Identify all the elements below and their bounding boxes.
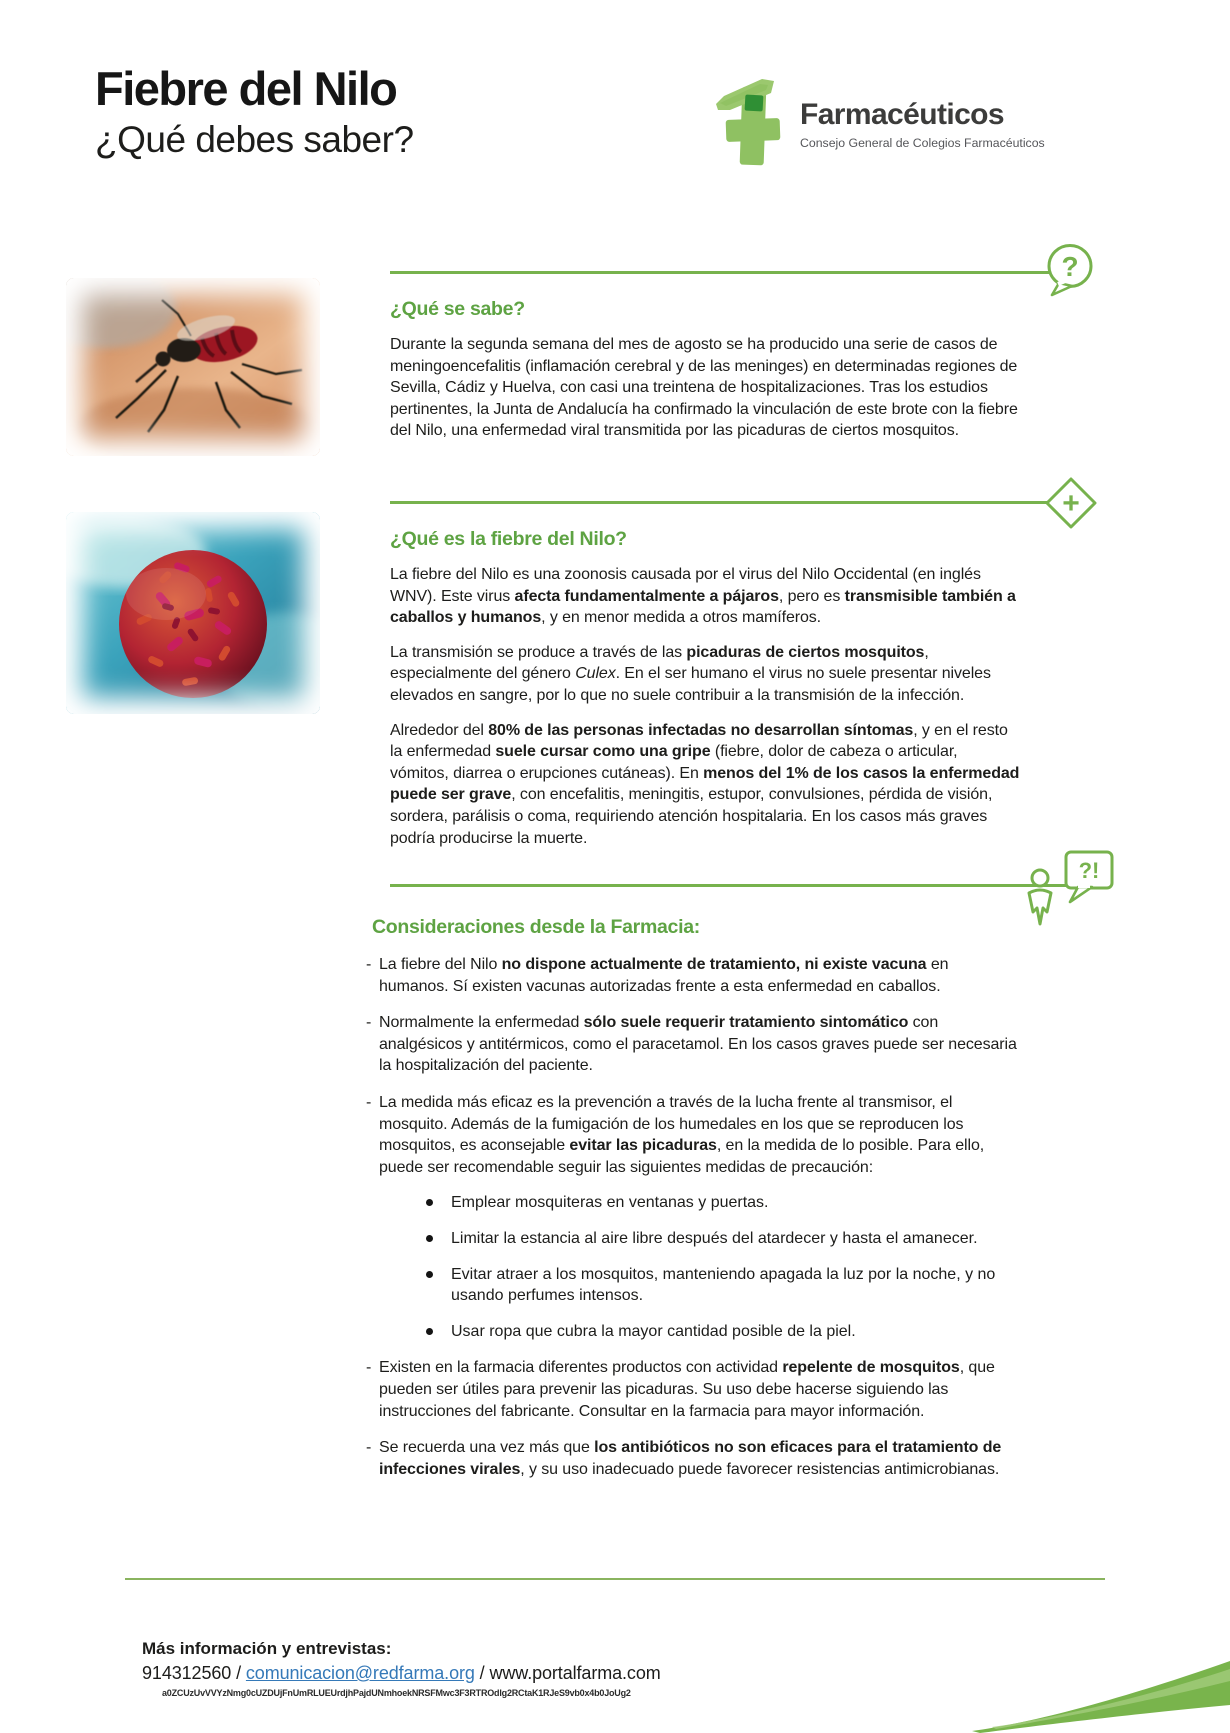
consideration-text: [379, 1437, 1021, 1480]
section-heading: ¿Qué se sabe?: [390, 298, 525, 320]
bullet-dot-icon: [426, 1199, 433, 1206]
section-heading: ¿Qué es la fiebre del Nilo?: [390, 528, 627, 550]
consideration-text: [379, 1357, 1021, 1422]
bold-text: afecta fundamentalmente a pájaros: [514, 587, 779, 605]
logo-name: Farmacéuticos: [800, 98, 1004, 131]
text: Normalmente la enfermedad: [379, 1014, 584, 1032]
paragraph: [390, 564, 1020, 629]
bold-text: suele cursar como una gripe: [495, 743, 711, 761]
precaution-bullet-item: [379, 1264, 1021, 1307]
text: La transmisión se produce a través de las: [390, 643, 687, 661]
text: , y su uso inadecuado puede favorecer resistencias antimicrobianas.: [520, 1460, 1000, 1478]
logo-tagline: Consejo General de Colegios Farmacéuticos: [800, 136, 1045, 150]
dash-marker: -: [366, 1014, 372, 1032]
text: Existen en la farmacia diferentes productos con actividad: [379, 1359, 783, 1377]
paragraph: [390, 334, 1020, 442]
dash-marker: -: [366, 1439, 372, 1457]
precaution-bullet-item: [379, 1321, 1021, 1343]
text: . En el ser humano el virus no suele presentar niveles elevados en sangre, por lo que no suele contribuir a la transmisión de la infección.: [390, 665, 991, 704]
mosquito-photo: [66, 278, 320, 456]
bullet-text: Usar ropa que cubra la mayor cantidad posible de la piel.: [451, 1322, 856, 1340]
section-paragraphs: [390, 564, 1038, 849]
bullet-dot-icon: [426, 1271, 433, 1278]
consideraciones-list: [366, 954, 1038, 1480]
divider-line: [390, 501, 1054, 504]
footer: [142, 1639, 661, 1698]
section-divider: [390, 246, 1079, 298]
text: , y en el resto la enfermedad: [390, 721, 1008, 761]
bullet-text: Emplear mosquiteras en ventanas y puertas.: [451, 1194, 769, 1212]
text: , y en menor medida a otros mamíferos.: [541, 609, 822, 627]
text: La fiebre del Nilo: [379, 956, 502, 973]
bold-text: sólo suele requerir tratamiento sintomático: [583, 1014, 909, 1032]
consideration-item: [366, 1357, 1021, 1422]
svg-text:?!: ?!: [1078, 858, 1100, 883]
text: con analgésicos y antitérmicos, como el paracetamol. En los casos graves puede ser necesaria la hospitalización del paciente.: [379, 1014, 1017, 1075]
italic-text: Culex: [575, 665, 616, 683]
paragraph: [390, 642, 1020, 707]
bold-text: evitar las picaduras: [569, 1137, 717, 1155]
section-que-se-sabe: [390, 246, 1079, 442]
footer-contact-line: [142, 1663, 661, 1684]
text: en humanos. Sí existen vacunas autorizadas frente a esta enfermedad en caballos.: [379, 956, 949, 995]
brush-stroke-decoration: [972, 1651, 1230, 1733]
bullet-dot-icon: [426, 1328, 433, 1335]
bold-text: transmisible también a caballos y humanos: [390, 587, 1016, 627]
virus-photo: [66, 512, 320, 714]
section-paragraphs: [390, 334, 1038, 442]
text: La medida más eficaz es la prevención a través de la lucha frente al transmisor, el mosquito. Además de la fumigación de los humedales en los que se reproducen los mosquitos, es aconsejable: [379, 1093, 964, 1155]
footer-phone: 914312560: [142, 1663, 232, 1683]
consideration-item: [366, 1092, 1021, 1342]
dash-marker: -: [366, 1093, 372, 1111]
footer-email-link[interactable]: comunicacion@redfarma.org: [245, 1663, 475, 1683]
footer-info-label: Más información y entrevistas:: [142, 1639, 392, 1658]
consideration-item: [366, 1437, 1021, 1480]
bold-text: repelente de mosquitos: [782, 1359, 960, 1377]
dash-marker: -: [366, 956, 372, 973]
page-title: Fiebre del Nilo: [95, 62, 397, 115]
text: , en la medida de lo posible. Para ello, puede ser recomendable seguir las siguientes medidas de precaución:: [379, 1137, 985, 1176]
consideration-item: [366, 954, 1021, 997]
text: Se recuerda una vez más que: [379, 1439, 595, 1457]
farmaceuticos-logo: [714, 72, 1045, 172]
footer-code-string: a0ZCUzUvVVYzNmg0cUZDUjFnUmRLUEUrdjhPajdUNmhoekNRSFMwc3F3RTROdlg2RCtaK1RJeS9vb0x4b0JoUg2: [162, 1688, 631, 1698]
footer-divider-line: [125, 1578, 1105, 1580]
section-divider: [390, 476, 1080, 528]
section-que-es-la-fiebre: [390, 476, 1080, 849]
divider-line: [390, 271, 1056, 274]
bold-text: 80% de las personas infectadas no desarrollan síntomas: [488, 721, 914, 739]
precaution-bullet-list: [379, 1192, 1021, 1342]
bullet-dot-icon: [426, 1235, 433, 1242]
text: La fiebre del Nilo es una zoonosis causada por el virus del Nilo Occidental (en inglés WNV). Este virus: [390, 566, 981, 605]
consideration-text: [379, 1092, 1021, 1178]
footer-separator: /: [231, 1663, 246, 1683]
section-divider: [370, 858, 1100, 911]
page-subtitle: ¿Qué debes saber?: [95, 118, 414, 160]
precaution-bullet-item: [379, 1228, 1021, 1250]
section-heading: Consideraciones desde la Farmacia:: [372, 916, 700, 938]
logo-text: [800, 72, 1045, 172]
bold-text: los antibióticos no son eficaces para el tratamiento de infecciones virales: [379, 1439, 1002, 1478]
bullet-text: Limitar la estancia al aire libre después del atardecer y hasta el amanecer.: [451, 1229, 978, 1247]
question-bubble-icon: [1046, 243, 1094, 297]
text: Durante la segunda semana del mes de agosto se ha producido una serie de casos de meningoencefalitis (inflamación cerebral y de las meninges) en determinadas regiones de Sevilla, Cádiz y Huelva, con casi una treintena de hospitalizaciones. Tras los estudios pertinentes, la Junta de Andalucía ha confirmado la vinculación de este brote con la fiebre del Nilo, una enfermedad viral transmitida por las picaduras de ciertos mosquitos.: [390, 336, 1018, 440]
text: (fiebre, dolor de cabeza o articular, vómitos, diarrea o erupciones cutáneas). En: [390, 743, 958, 782]
bold-text: menos del 1% de los casos la enfermedad puede ser grave: [390, 764, 1020, 804]
text: Alrededor del: [390, 721, 489, 739]
section-consideraciones: [366, 858, 1100, 1480]
bold-text: picaduras de ciertos mosquitos: [686, 643, 925, 661]
header: [95, 64, 414, 161]
footer-website: www.portalfarma.com: [489, 1663, 661, 1683]
person-question-icon: [1020, 842, 1120, 928]
plus-diamond-icon: [1044, 476, 1098, 530]
logo-f-cross-icon: [714, 72, 788, 172]
dash-marker: -: [366, 1359, 372, 1377]
text: , con encefalitis, meningitis, estupor, convulsiones, pérdida de visión, sordera, parálisis o coma, requiriendo atención hospitalaria. En los casos más graves podría producirse la muerte.: [390, 786, 993, 847]
text: , pero es: [778, 587, 845, 605]
footer-separator: /: [474, 1663, 490, 1683]
text: , que pueden ser útiles para prevenir las picaduras. Su uso debe hacerse siguiendo las instrucciones del fabricante. Consultar en la farmacia para mayor información.: [379, 1359, 995, 1420]
divider-line: [390, 884, 1102, 887]
svg-text:+: +: [1062, 487, 1080, 520]
consideration-text: [379, 954, 1021, 997]
consideration-text: [379, 1012, 1021, 1077]
paragraph: [390, 720, 1020, 850]
bullet-text: Evitar atraer a los mosquitos, manteniendo apagada la luz por la noche, y no usando perfumes intensos.: [451, 1265, 996, 1305]
bold-text: no dispone actualmente de tratamiento, ni existe vacuna: [501, 956, 927, 973]
svg-text:?: ?: [1061, 251, 1079, 282]
consideration-item: [366, 1012, 1021, 1077]
text: , especialmente del género: [390, 643, 929, 683]
precaution-bullet-item: [379, 1192, 1021, 1214]
